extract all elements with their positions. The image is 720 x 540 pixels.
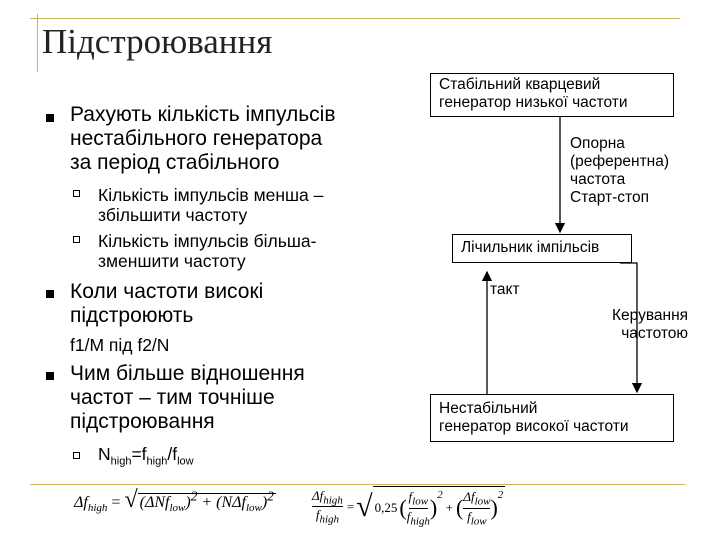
f2-den-text: f [315,507,320,523]
sub-bullet-2-line-1: Кількість імпульсів більша- [98,231,317,251]
f2-b-num [463,489,490,509]
bullet-2-line-1: Коли частоти високі [70,280,264,303]
f2-paren-close-1: ) [429,495,438,521]
takt-label: такт [490,281,520,298]
f1-lhs-sub: high [87,502,108,515]
frequency-ratio-text: f1/M під f2/N [70,335,170,355]
bullet-3-line-2: частот – тим точніше [70,386,275,409]
frequency-control-label [612,307,688,343]
stable-box-line-1: Стабільний кварцевий [439,76,601,93]
f1-term2: NΔf [221,494,246,511]
f1-term1-sub: low [169,502,186,515]
f2-lhs-frac [312,488,343,526]
stable-generator-box [430,73,674,117]
f2-paren-close-2: ) [490,495,498,521]
f2-b-den-text: f [467,508,471,524]
f2-a-den [407,509,430,528]
reference-frequency-label [570,135,669,207]
n-subscript: high [110,455,132,468]
f2-lhs-num [312,488,343,508]
f2-equals: = [346,498,355,514]
sub-bullet-2-line-2: зменшити частоту [98,251,246,271]
f2-exp-2: 2 [497,489,504,501]
ref-label-line-2: (референтна) [570,153,670,170]
f1-term1: ΔNf [144,494,170,511]
f2-a-den-sub: high [410,515,430,528]
ref-label-line-4: Старт-стоп [570,189,649,206]
unstable-box-line-1: Нестабільний [439,400,538,417]
sub-bullet-1-line-1: Кількість імпульсів менша – [98,185,324,205]
f1-exp2: 2 [267,488,274,504]
f2-coef: 0,25 [374,500,398,516]
f2-a-num-sub: low [412,495,429,508]
bullet-3-line-3: підстроювання [70,410,215,433]
control-label-line-2: частотою [621,325,689,342]
bullet-3-line-1: Чим більше відношення [70,362,305,385]
f2-sqrt: √ [356,489,373,523]
bullet-1-line-2: нестабільного генератора [70,127,323,150]
f2-lhs-den [316,507,339,526]
unstable-box-line-2: генератор високої частоти [439,418,629,435]
f2-exp-1: 2 [437,489,443,501]
f-high-subscript: high [146,455,168,468]
f2-b-num-sub: low [474,495,491,508]
f2-num-sub: high [323,494,343,507]
pulse-counter-box [452,234,632,263]
f2-a-num [409,489,429,509]
n-symbol: N [98,444,111,464]
counter-box-label: Лічильник імпільсів [461,239,600,256]
page-title: Підстроювання [42,22,273,61]
bullet-1-line-1: Рахують кількість імпульсів [70,103,336,126]
f-low-subscript: low [177,455,194,468]
f1-radicand: $(\Delta Nf_{low})^2 + (N\Delta f_{low})^2$ [139,488,274,515]
sub-bullet-1-line-2: збільшити частоту [98,205,248,225]
f2-frac-b [463,489,490,527]
f2-plus: + [445,500,453,516]
ref-label-line-3: частота [570,171,626,188]
f1-term2-sub: low [246,502,262,515]
unstable-generator-box [430,394,674,442]
bullet-2-line-2: підстроюють [70,304,194,327]
n-equals-f: =f [131,444,147,464]
f2-den-sub: high [319,513,339,526]
f2-paren-open-1: ( [399,495,407,521]
f2-paren-open-2: ( [455,495,464,521]
f1-equals: = [111,494,121,511]
f2-b-den-sub: low [470,515,487,528]
control-label-line-1: Керування [612,307,689,324]
f1-sqrt: √ [124,487,138,513]
f2-b-den [467,509,487,528]
n-slash-f: /f [167,444,178,464]
error-formula-2 [312,486,505,527]
stable-box-line-2: генератор низької частоти [439,94,628,111]
f2-a-den-text: f [406,508,411,524]
f2-frac-a [407,489,430,527]
f1-lhs: Δf [74,494,88,511]
ref-label-line-1: Опорна [570,135,625,152]
f2-a-num-text: f [408,489,413,504]
f1-exp1: 2 [190,488,198,504]
bullet-1-line-3: за період стабільного [70,151,280,174]
f2-num-text: Δf [312,487,324,503]
f2-radicand [373,486,506,527]
f2-b-num-text: Δf [463,489,475,504]
error-formula-1 [74,487,276,514]
